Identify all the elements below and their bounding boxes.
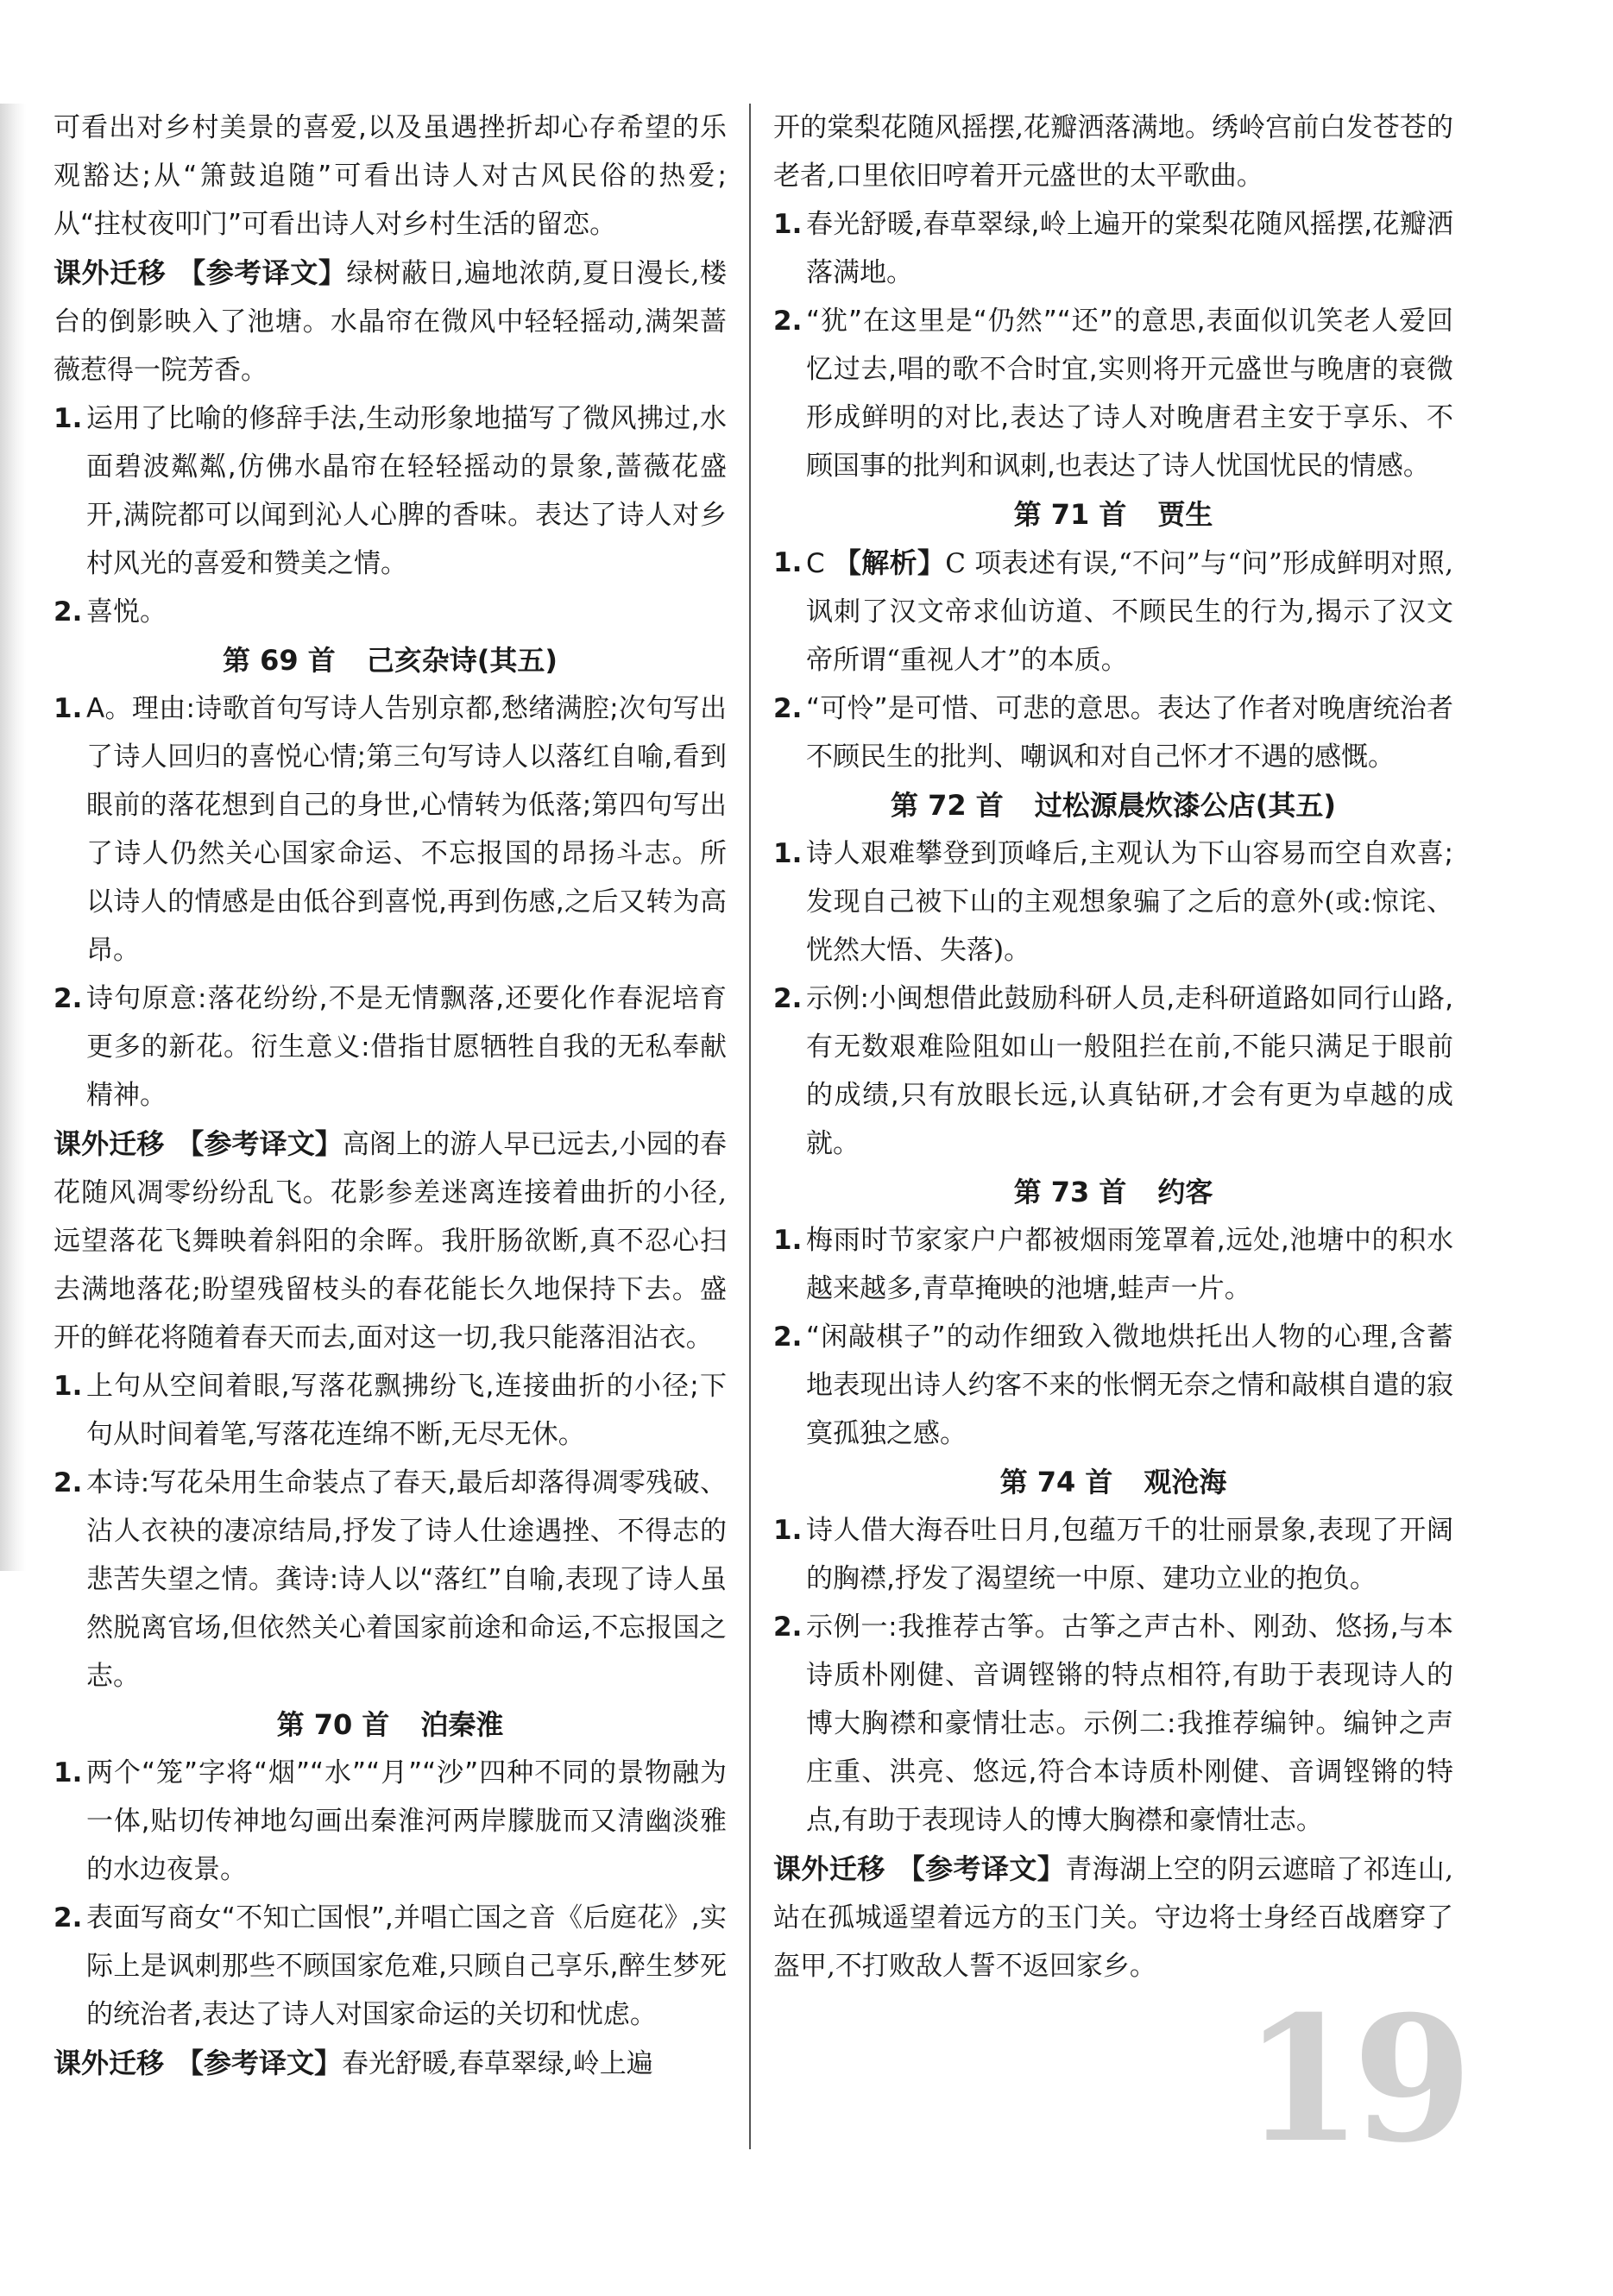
answer-72-2 bbox=[773, 975, 1453, 1168]
answer-69m-1 bbox=[54, 1362, 727, 1459]
reference-translation-label: 【参考译文】 bbox=[176, 1127, 343, 1160]
poem-title: 己亥杂诗(其五) bbox=[366, 644, 558, 677]
migration-74 bbox=[773, 1845, 1453, 1990]
answer-number: 1. bbox=[54, 1371, 83, 1402]
migration-70-continued: 开的棠梨花随风摇摆,花瓣洒落满地。绣岭宫前白发苍苍的老者,口里依旧哼着开元盛世的太平歌曲。 bbox=[773, 112, 1453, 192]
intro-paragraph: 可看出对乡村美景的喜爱,以及虽遇挫折却心存希望的乐观豁达;从“箫鼓追随”可看出诗人对古风民俗的热爱;从“拄杖夜叩门”可看出诗人对乡村生活的留恋。 bbox=[54, 112, 727, 240]
answer-number: 2. bbox=[54, 983, 83, 1014]
answer-text: 上句从空间着眼,写落花飘拂纷飞,连接曲折的小径;下句从时间着笔,写落花连绵不断,无尽无休。 bbox=[86, 1371, 727, 1450]
poem-number: 第 74 首 bbox=[999, 1466, 1113, 1498]
answer-text: 表面写商女“不知亡国恨”,并唱亡国之音《后庭花》,实际上是讽刺那些不顾国家危难,只顾自己享乐,醉生梦死的统治者,表达了诗人对国家命运的关切和忧虑。 bbox=[86, 1902, 727, 2030]
migration-label: 课外迁移 bbox=[773, 1852, 885, 1885]
section-heading-69 bbox=[54, 636, 727, 684]
migration-69-text: 高阁上的游人早已远去,小园的春花随风凋零纷纷乱飞。花影参差迷离连接着曲折的小径,远望落花飞舞映着斜阳的余晖。我肝肠欲断,真不忍心扫去满地落花;盼望残留枝头的春花能长久地保持下去。盛开的鲜花将随着春天而去,面对这一切,我只能落泪沾衣。 bbox=[54, 1129, 727, 1353]
migration-label: 课外迁移 bbox=[54, 2047, 165, 2079]
section-heading-71 bbox=[773, 490, 1453, 539]
answer-text: 两个“笼”字将“烟”“水”“月”“沙”四种不同的景物融为一体,贴切传神地勾画出秦淮河两岸朦胧而又清幽淡雅的水边夜景。 bbox=[86, 1757, 727, 1885]
answer-end: 。 bbox=[1004, 935, 1031, 966]
poem-number: 第 69 首 bbox=[222, 644, 336, 677]
reference-translation-label: 【参考译文】 bbox=[897, 1852, 1066, 1885]
answer-text: 喜悦。 bbox=[86, 596, 167, 628]
answer-number: 2. bbox=[54, 1902, 83, 1933]
answer-number: 1. bbox=[773, 1515, 803, 1546]
answer-text bbox=[806, 539, 1453, 684]
answer-number: 1. bbox=[54, 1757, 83, 1788]
answer-number: 1. bbox=[773, 1225, 803, 1256]
answer-number: 1. bbox=[773, 209, 803, 240]
answer-text: 春光舒暖,春草翠绿,岭上遍开的棠梨花随风摇摆,花瓣洒落满地。 bbox=[806, 209, 1453, 288]
poem-number: 第 72 首 bbox=[890, 789, 1004, 822]
migration-68-text: 绿树蔽日,遍地浓荫,夏日漫长,楼台的倒影映入了池塘。水晶帘在微风中轻轻摇动,满架蔷薇惹得一院芳香。 bbox=[54, 258, 727, 386]
answer-text: 诗句原意:落花纷纷,不是无情飘落,还要化作春泥培育更多的新花。衍生意义:借指甘愿牺牲自我的无私奉献精神。 bbox=[86, 983, 727, 1111]
answer-74-2 bbox=[773, 1603, 1453, 1845]
answer-text: 诗人借大海吞吐日月,包蕴万千的壮丽景象,表现了开阔的胸襟,抒发了渴望统一中原、建功立业的抱负。 bbox=[806, 1515, 1453, 1594]
answer-number: 1. bbox=[773, 838, 803, 869]
migration-74-text: 青海湖上空的阴云遮暗了祁连山,站在孤城遥望着远方的玉门关。守边将士身经百战磨穿了盔甲,不打败敌人誓不返回家乡。 bbox=[773, 1854, 1453, 1982]
answer-text: “闲敲棋子”的动作细致入微地烘托出人物的心理,含蓄地表现出诗人约客不来的怅惘无奈之情和敲棋自遣的寂寞孤独之感。 bbox=[806, 1321, 1453, 1449]
answer-number: 2. bbox=[54, 1467, 83, 1498]
answer-choice: C bbox=[806, 548, 825, 579]
answer-text: 示例一:我推荐古筝。古筝之声古朴、刚劲、悠扬,与本诗质朴刚健、音调铿锵的特点相符,有助于表现诗人的博大胸襟和豪情壮志。示例二:我推荐编钟。编钟之声庄重、洪亮、悠远,符合本诗质朴刚健、音调铿锵的特点,有助于表现诗人的博大胸襟和豪情壮志。 bbox=[806, 1612, 1453, 1836]
answer-69-2 bbox=[54, 975, 727, 1120]
answer-70-2 bbox=[54, 1894, 727, 2039]
answer-number: 1. bbox=[54, 693, 83, 724]
answer-text: “可怜”是可惜、可悲的意思。表达了作者对晚唐统治者不顾民生的批判、嘲讽和对自己怀才不遇的感慨。 bbox=[806, 693, 1453, 773]
answer-number: 2. bbox=[54, 596, 83, 628]
answer-main: 诗人艰难攀登到顶峰后,主观认为下山容易而空自欢喜;发现自己被下山的主观想象骗了之后的意外 bbox=[806, 838, 1453, 918]
section-heading-70 bbox=[54, 1700, 727, 1749]
answer-70m-1 bbox=[773, 200, 1453, 297]
page-number: 19 bbox=[1243, 1978, 1463, 2181]
reference-translation-label: 【参考译文】 bbox=[176, 2047, 343, 2079]
answer-70m-2 bbox=[773, 297, 1453, 490]
section-heading-72 bbox=[773, 781, 1453, 829]
left-column bbox=[54, 104, 727, 2175]
migration-69 bbox=[54, 1120, 727, 1362]
analysis-label: 【解析】 bbox=[833, 546, 946, 579]
right-column bbox=[773, 104, 1453, 2175]
answer-69-1 bbox=[54, 684, 727, 975]
answer-number: 2. bbox=[773, 1612, 803, 1643]
migration-70 bbox=[54, 2039, 727, 2088]
answer-number: 2. bbox=[773, 306, 803, 337]
answer-69m-2 bbox=[54, 1459, 727, 1700]
answer-73-1 bbox=[773, 1216, 1453, 1313]
poem-title: 贾生 bbox=[1157, 498, 1213, 531]
answer-text bbox=[806, 829, 1453, 975]
answer-text: 示例:小闽想借此鼓励科研人员,走科研道路如同行山路,有无数艰难险阻如山一般阻拦在前,不能只满足于眼前的成绩,只有放眼长远,认真钻研,才会有更为卓越的成就。 bbox=[806, 983, 1453, 1159]
column-divider bbox=[749, 104, 751, 2149]
section-heading-74 bbox=[773, 1458, 1453, 1506]
section-heading-73 bbox=[773, 1168, 1453, 1216]
answer-74-1 bbox=[773, 1506, 1453, 1603]
answer-number: 1. bbox=[54, 403, 83, 434]
poem-number: 第 73 首 bbox=[1013, 1176, 1127, 1208]
reference-translation-label: 【参考译文】 bbox=[178, 256, 347, 289]
answer-71-1 bbox=[773, 539, 1453, 684]
answer-71-2 bbox=[773, 684, 1453, 781]
poem-title: 过松源晨炊漆公店(其五) bbox=[1034, 789, 1337, 822]
binding-edge-shadow bbox=[0, 104, 26, 1571]
poem-title: 泊秦淮 bbox=[420, 1708, 504, 1741]
migration-68 bbox=[54, 249, 727, 394]
answer-alternative: (或:惊诧、恍然大悟、失落) bbox=[806, 886, 1453, 966]
answer-68-1 bbox=[54, 394, 727, 588]
migration-70-text: 春光舒暖,春草翠绿,岭上遍 bbox=[342, 2048, 653, 2079]
answer-70-1 bbox=[54, 1749, 727, 1894]
answer-73-2 bbox=[773, 1313, 1453, 1458]
answer-text: 梅雨时节家家户户都被烟雨笼罩着,远处,池塘中的积水越来越多,青草掩映的池塘,蛙声一片。 bbox=[806, 1225, 1453, 1304]
answer-text: 运用了比喻的修辞手法,生动形象地描写了微风拂过,水面碧波粼粼,仿佛水晶帘在轻轻摇动的景象,蔷薇花盛开,满院都可以闻到沁人心脾的香味。表达了诗人对乡村风光的喜爱和赞美之情。 bbox=[86, 403, 727, 579]
answer-text: “犹”在这里是“仍然”“还”的意思,表面似讥笑老人爱回忆过去,唱的歌不合时宜,实则将开元盛世与晚唐的衰微形成鲜明的对比,表达了诗人对晚唐君主安于享乐、不顾国事的批判和讽刺,也表达了诗人忧国忧民的情感。 bbox=[806, 306, 1453, 482]
answer-number: 1. bbox=[773, 547, 803, 578]
answer-number: 2. bbox=[773, 693, 803, 724]
answer-number: 2. bbox=[773, 1321, 803, 1353]
answer-number: 2. bbox=[773, 983, 803, 1014]
migration-label: 课外迁移 bbox=[54, 1127, 165, 1160]
answer-text: 本诗:写花朵用生命装点了春天,最后却落得凋零残破、沾人衣袂的凄凉结局,抒发了诗人仕途遇挫、不得志的悲苦失望之情。龚诗:诗人以“落红”自喻,表现了诗人虽然脱离官场,但依然关心着国家前途和命运,不忘报国之志。 bbox=[86, 1467, 727, 1692]
answer-68-2 bbox=[54, 588, 727, 636]
answer-text: A。理由:诗歌首句写诗人告别京都,愁绪满腔;次句写出了诗人回归的喜悦心情;第三句写诗人以落红自喻,看到眼前的落花想到自己的身世,心情转为低落;第四句写出了诗人仍然关心国家命运、不忘报国的昂扬斗志。所以诗人的情感是由低谷到喜悦,再到伤感,之后又转为高昂。 bbox=[86, 693, 727, 966]
poem-number: 第 70 首 bbox=[276, 1708, 390, 1741]
analysis-text: C 项表述有误,“不问”与“问”形成鲜明对照,讽刺了汉文帝求仙访道、不顾民生的行为,揭示了汉文帝所谓“重视人才”的本质。 bbox=[806, 548, 1453, 676]
poem-number: 第 71 首 bbox=[1013, 498, 1127, 531]
answer-72-1 bbox=[773, 829, 1453, 975]
migration-label: 课外迁移 bbox=[54, 256, 167, 289]
poem-title: 约客 bbox=[1157, 1176, 1213, 1208]
poem-title: 观沧海 bbox=[1144, 1466, 1227, 1498]
